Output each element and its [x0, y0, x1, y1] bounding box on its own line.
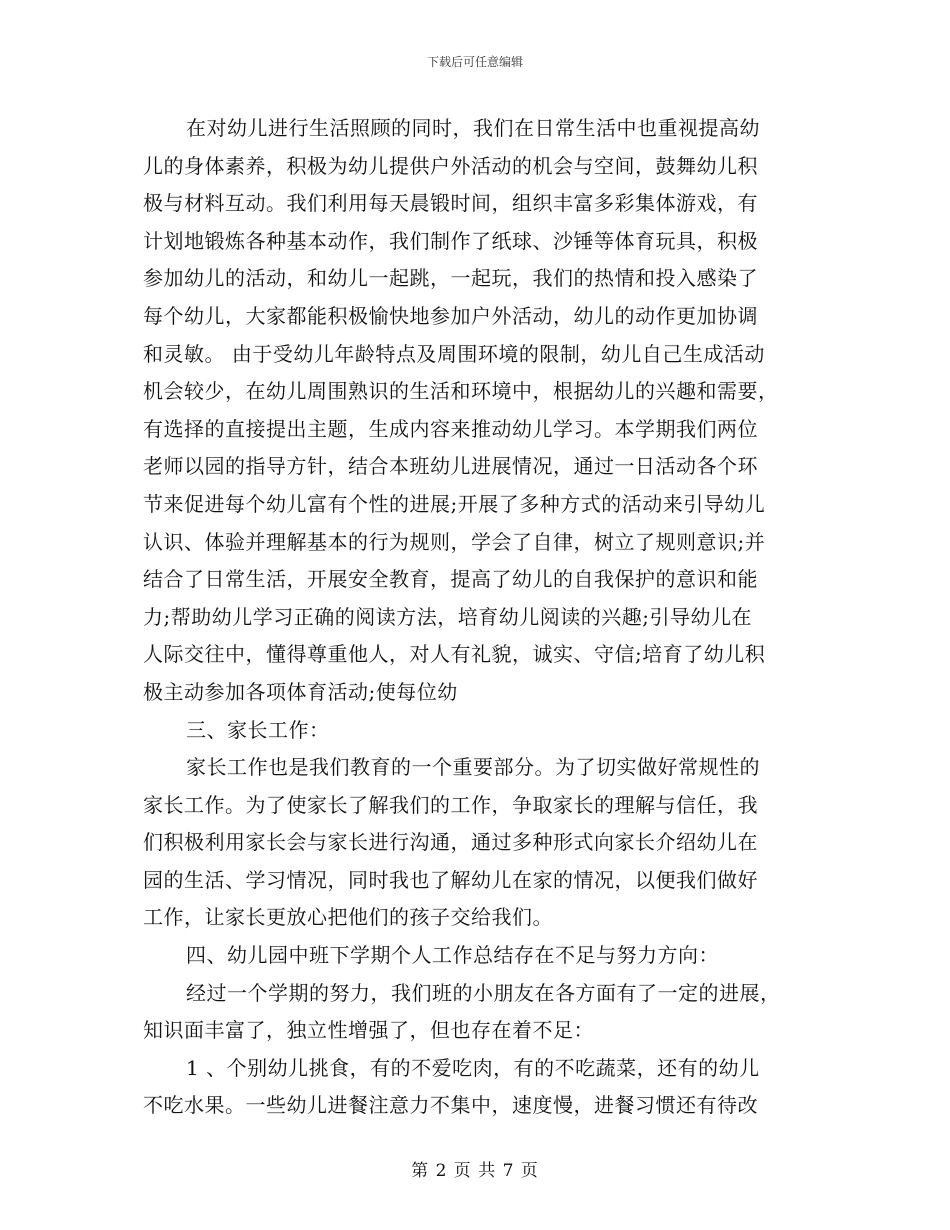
text-line: 三、家长工作： [186, 717, 330, 742]
text-line: 老师以园的指导方针，结合本班幼儿进展情况，通过一日活动各个环 [143, 454, 758, 479]
text-line: 不吃水果。一些幼儿进餐注意力不集中，速度慢，进餐习惯还有待改 [143, 1093, 758, 1118]
text-line: 有选择的直接提出主题，生成内容来推动幼儿学习。本学期我们两位 [143, 416, 758, 441]
text-line: 工作，让家长更放心把他们的孩子交给我们。 [143, 905, 553, 930]
text-line: 家长工作。为了使家长了解我们的工作，争取家长的理解与信任，我 [143, 792, 758, 817]
text-line: 和灵敏。 由于受幼儿年龄特点及周围环境的限制，幼儿自己生成活动 [143, 341, 765, 366]
text-line: 园的生活、学习情况，同时我也了解幼儿在家的情况，以便我们做好 [143, 867, 758, 892]
text-line: 结合了日常生活，开展安全教育，提高了幼儿的自我保护的意识和能 [143, 567, 758, 592]
text-line: 儿的身体素养，积极为幼儿提供户外活动的机会与空间，鼓舞幼儿积 [143, 153, 758, 178]
text-line: 力;帮助幼儿学习正确的阅读方法，培育幼儿阅读的兴趣;引导幼儿在 [143, 604, 752, 629]
text-line: 经过一个学期的努力，我们班的小朋友在各方面有了一定的进展， [186, 980, 781, 1005]
text-line: 1 、个别幼儿挑食，有的不爱吃肉，有的不吃蔬菜，还有的幼儿 [186, 1055, 760, 1080]
page-footer: 第 2 页 共 7 页 [411, 1161, 539, 1181]
text-line: 计划地锻炼各种基本动作，我们制作了纸球、沙锤等体育玩具，积极 [143, 228, 758, 253]
text-line: 家长工作也是我们教育的一个重要部分。为了切实做好常规性的 [186, 755, 760, 780]
text-line: 人际交往中，懂得尊重他人，对人有礼貌，诚实、守信;培育了幼儿积 [143, 642, 766, 667]
text-line: 四、幼儿园中班下学期个人工作总结存在不足与努力方向： [186, 943, 719, 968]
text-line: 节来促进每个幼儿富有个性的进展;开展了多种方式的活动来引导幼儿 [143, 491, 766, 516]
text-line: 知识面丰富了，独立性增强了，但也存在着不足： [143, 1018, 594, 1043]
text-line: 们积极利用家长会与家长进行沟通，通过多种形式向家长介绍幼儿在 [143, 830, 758, 855]
document-body [143, 110, 811, 1125]
text-line: 极与材料互动。我们利用每天晨锻时间，组织丰富多彩集体游戏，有 [143, 191, 758, 216]
text-line: 极主动参加各项体育活动;使每位幼 [143, 679, 458, 704]
text-line: 每个幼儿，大家都能积极愉快地参加户外活动，幼儿的动作更加协调 [143, 303, 758, 328]
page-header: 下载后可任意编辑 [426, 55, 523, 69]
text-line: 机会较少，在幼儿周围熟识的生活和环境中，根据幼儿的兴趣和需要， [143, 379, 779, 404]
text-line: 参加幼儿的活动，和幼儿一起跳，一起玩，我们的热情和投入感染了 [143, 266, 758, 291]
text-line: 在对幼儿进行生活照顾的同时，我们在日常生活中也重视提高幼 [186, 116, 760, 140]
text-line: 认识、体验并理解基本的行为规则，学会了自律，树立了规则意识;并 [143, 529, 766, 554]
